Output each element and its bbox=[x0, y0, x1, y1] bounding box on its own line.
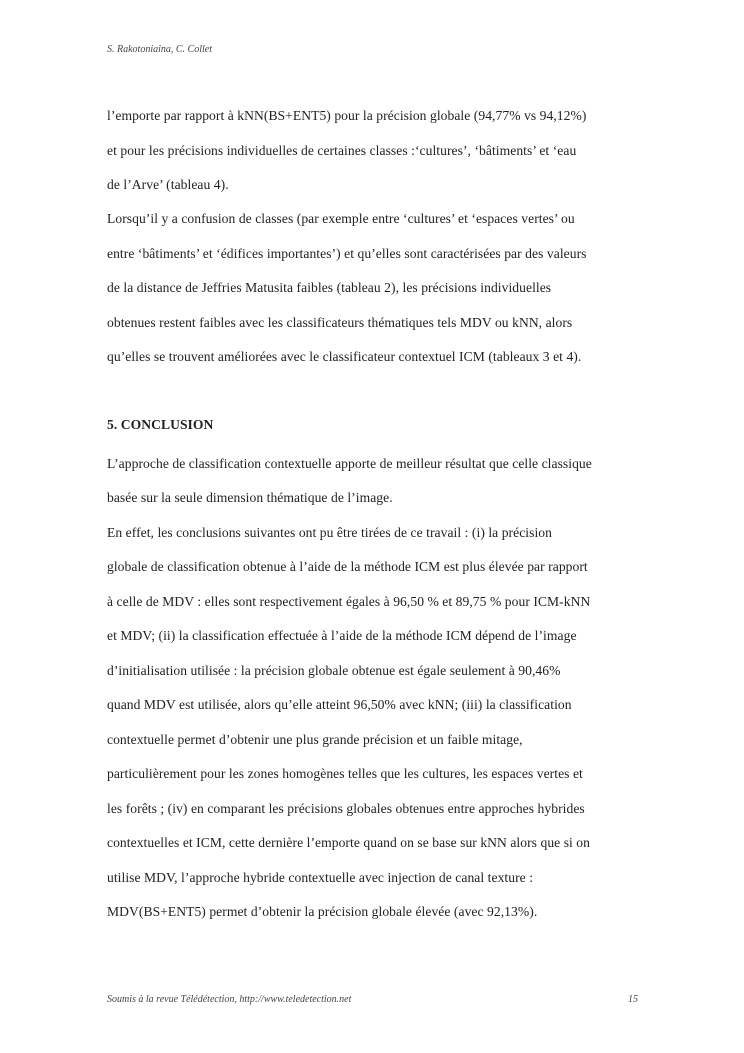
paragraph-line: particulièrement pour les zones homogènes telles que les cultures, les espaces vertes et bbox=[107, 766, 583, 781]
paragraph-line: de la distance de Jeffries Matusita faibles (tableau 2), les précisions individuelles bbox=[107, 280, 552, 295]
paragraph-line: contextuelle permet d’obtenir une plus grande précision et un faible mitage, bbox=[107, 732, 523, 747]
paragraph-line: d’initialisation utilisée : la précision globale obtenue est égale seulement à 90,46% bbox=[107, 663, 561, 678]
page-number: 15 bbox=[628, 994, 638, 1005]
paragraph-line: basée sur la seule dimension thématique de l’image. bbox=[107, 490, 393, 505]
paragraph-line: obtenues restent faibles avec les classificateurs thématiques tels MDV ou kNN, alors bbox=[107, 315, 573, 330]
paragraph-line: l’emporte par rapport à kNN(BS+ENT5) pour la précision globale (94,77% vs 94,12%) bbox=[107, 108, 587, 123]
paragraph-line: et MDV; (ii) la classification effectuée à l’aide de la méthode ICM dépend de l’image bbox=[107, 628, 577, 643]
paragraph-line: contextuelles et ICM, cette dernière l’emporte quand on se base sur kNN alors que si on bbox=[107, 835, 591, 850]
paragraph-line: L’approche de classification contextuelle apporte de meilleur résultat que celle classique bbox=[107, 456, 592, 471]
paragraph-line: à celle de MDV : elles sont respectivement égales à 96,50 % et 89,75 % pour ICM-kNN bbox=[107, 594, 591, 609]
paragraph-line: globale de classification obtenue à l’aide de la méthode ICM est plus élevée par rapport bbox=[107, 559, 588, 574]
running-header: S. Rakotoniaina, C. Collet bbox=[107, 44, 212, 55]
paragraph-line: entre ‘bâtiments’ et ‘édifices importantes’) et qu’elles sont caractérisées par des valeurs bbox=[107, 246, 587, 261]
paragraph-line: utilise MDV, l’approche hybride contextuelle avec injection de canal texture : bbox=[107, 870, 534, 885]
paragraph-line: quand MDV est utilisée, alors qu’elle atteint 96,50% avec kNN; (iii) la classification bbox=[107, 697, 572, 712]
paragraph-line: les forêts ; (iv) en comparant les précisions globales obtenues entre approches hybrides bbox=[107, 801, 585, 816]
paragraph-line: Lorsqu’il y a confusion de classes (par exemple entre ‘cultures’ et ‘espaces vertes’ ou bbox=[107, 211, 575, 226]
section-heading: 5. CONCLUSION bbox=[107, 417, 214, 432]
paragraph-line: de l’Arve’ (tableau 4). bbox=[107, 177, 229, 192]
running-footer: Soumis à la revue Télédétection, http://www.teledetection.net bbox=[107, 994, 352, 1005]
paragraph-line: MDV(BS+ENT5) permet d’obtenir la précision globale élevée (avec 92,13%). bbox=[107, 904, 538, 919]
paragraph-line: En effet, les conclusions suivantes ont pu être tirées de ce travail : (i) la précision bbox=[107, 525, 552, 540]
paragraph-line: et pour les précisions individuelles de certaines classes :‘cultures’, ‘bâtiments’ et ‘eau bbox=[107, 143, 577, 158]
paragraph-line: qu’elles se trouvent améliorées avec le classificateur contextuel ICM (tableaux 3 et 4). bbox=[107, 349, 582, 364]
